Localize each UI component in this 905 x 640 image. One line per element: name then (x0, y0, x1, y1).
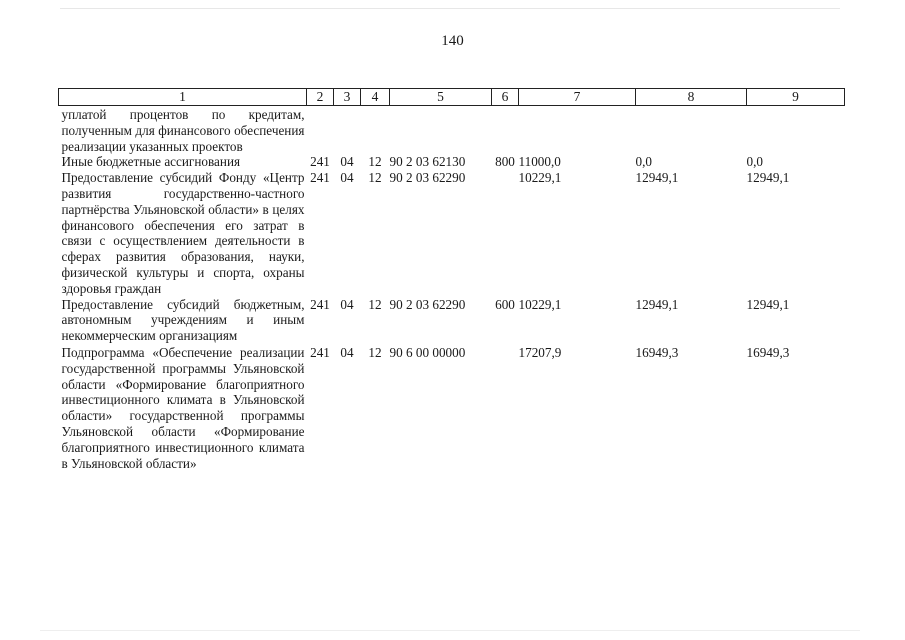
cell-col4: 12 (368, 170, 382, 186)
cell-col3: 04 (340, 344, 354, 360)
table-row (59, 170, 845, 296)
cell-col8: 12949,1 (635, 296, 679, 312)
cell-col5: 90 2 03 62290 (389, 170, 466, 186)
cell-col6 (492, 344, 519, 471)
column-header-9: 9 (747, 89, 845, 106)
row-description: Предоставление субсидий Фонду «Центр развития государственно-частного партнёрства Ульяновской области» в целях финансового обеспечения его затрат в связи с осуществлением деятельности в сферах развития образования, науки, физической культуры и спорта, охраны здоровья граждан (61, 170, 305, 296)
table-row (59, 297, 845, 344)
cell-col6 (492, 170, 519, 296)
cell-col9: 0,0 (746, 154, 763, 170)
cell-col6: 800 (495, 154, 515, 170)
cell-col8: 0,0 (635, 154, 652, 170)
cell-col3: 04 (340, 296, 354, 312)
column-header-1: 1 (59, 89, 307, 106)
cell-col9 (747, 106, 845, 155)
cell-col5: 90 2 03 62130 (389, 154, 466, 170)
cell-col7: 17207,9 (518, 344, 562, 360)
cell-col2: 241 (310, 344, 330, 360)
cell-col5 (390, 106, 492, 155)
row-description: Предоставление субсидий бюджетным, автономным учреждениям и иным некоммерческим организациям (61, 296, 305, 344)
row-description: уплатой процентов по кредитам, полученным для финансового обеспечения реализации указанных проектов (61, 107, 305, 154)
cell-col4: 12 (368, 296, 382, 312)
column-header-7: 7 (519, 89, 636, 106)
cell-col9: 16949,3 (746, 344, 790, 360)
column-header-4: 4 (361, 89, 390, 106)
cell-col7: 10229,1 (518, 296, 562, 312)
cell-col8: 16949,3 (635, 344, 679, 360)
scan-artifact-top (60, 8, 840, 9)
cell-col2: 241 (310, 154, 330, 170)
cell-col9: 12949,1 (746, 170, 790, 186)
cell-col7: 10229,1 (518, 170, 562, 186)
cell-col6 (492, 106, 519, 155)
page-number: 140 (441, 33, 464, 49)
column-header-3: 3 (334, 89, 361, 106)
cell-col2: 241 (310, 296, 330, 312)
table-header-row (59, 89, 845, 106)
cell-col2: 241 (310, 170, 330, 186)
cell-col4: 12 (368, 344, 382, 360)
cell-col8 (636, 106, 747, 155)
cell-col7: 11000,0 (518, 154, 561, 170)
cell-col4 (361, 106, 390, 155)
row-description: Иные бюджетные ассигнования (61, 154, 241, 170)
cell-col9: 12949,1 (746, 296, 790, 312)
budget-table (58, 88, 845, 471)
cell-col5: 90 6 00 00000 (389, 344, 466, 360)
cell-col2 (307, 106, 334, 155)
cell-col4: 12 (368, 154, 382, 170)
column-header-6: 6 (492, 89, 519, 106)
cell-col5: 90 2 03 62290 (389, 296, 466, 312)
cell-col7 (519, 106, 636, 155)
table-row (59, 106, 845, 155)
scan-artifact-bottom (40, 630, 860, 631)
column-header-2: 2 (307, 89, 334, 106)
cell-col3: 04 (340, 154, 354, 170)
cell-col3: 04 (340, 170, 354, 186)
cell-col8: 12949,1 (635, 170, 679, 186)
column-header-8: 8 (636, 89, 747, 106)
column-header-5: 5 (390, 89, 492, 106)
row-description: Подпрограмма «Обеспечение реализации государственной программы Ульяновской области «Формирование благоприятного инвестиционного климата в Ульяновской области» государственной программы Ульяновской области «Формирование благоприятного инвестиционного климата в Ульяновской области» (61, 344, 305, 471)
table-row (59, 344, 845, 471)
cell-col3 (334, 106, 361, 155)
cell-col6: 600 (495, 296, 515, 312)
table-row (59, 154, 845, 170)
